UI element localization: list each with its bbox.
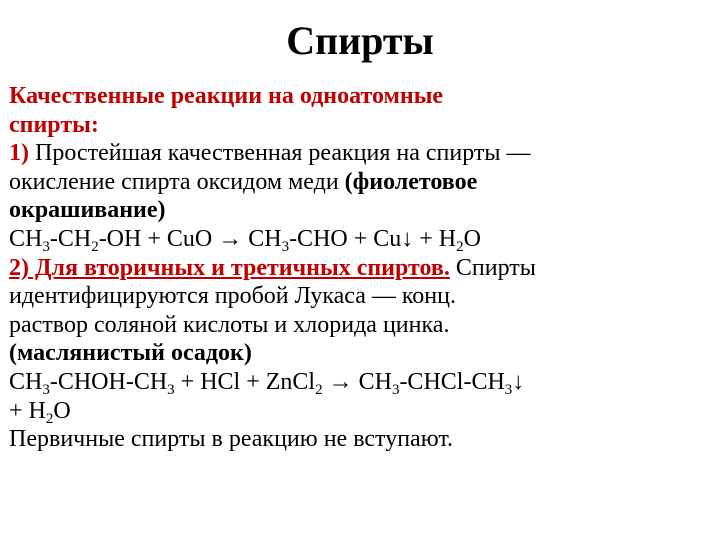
eq2-subscript: 2 [45, 410, 54, 427]
eq1-subscript: 2 [456, 238, 464, 255]
eq1-part: -CH [49, 225, 92, 252]
equation-2-line-1 [9, 368, 715, 397]
eq2-subscript: 3 [167, 381, 175, 398]
item-2-heading: 2) Для вторичных и третичных спиртов. [9, 254, 450, 281]
slide-content [9, 82, 715, 454]
eq2-part: -CHCl-CH [399, 368, 505, 395]
eq2-subscript: 3 [504, 381, 513, 398]
eq2-part: + HCl + ZnCl [174, 368, 316, 395]
item-1-line-2 [9, 168, 715, 197]
eq2-subscript: 3 [42, 381, 50, 398]
eq2-part: -CHOH-CH [49, 368, 168, 395]
item-1-number: 1) [9, 140, 29, 167]
item-2-result: (маслянистый осадок) [9, 340, 252, 367]
item-2-line-3: раствор соляной кислоты и хлорида цинка. [9, 311, 450, 338]
equation-2-line-2 [9, 397, 715, 426]
item-1-text-2: окисление спирта оксидом меди [9, 168, 345, 195]
item-2-line-1 [9, 254, 715, 283]
eq2-part: + H [9, 397, 46, 424]
eq1-subscript: 3 [42, 238, 50, 255]
eq2-subscript: 2 [315, 381, 323, 398]
eq1-part: CH [9, 225, 43, 252]
eq2-part: ↓ [512, 368, 525, 395]
item-1-text: Простейшая качественная реакция на спирты — [29, 140, 531, 167]
item-2-line-2: идентифицируются пробой Лукаса — конц. [9, 283, 456, 310]
eq2-part: O [53, 397, 71, 424]
eq2-part: → CH [322, 368, 392, 395]
eq1-part: -OH + CuO → CH [98, 225, 282, 252]
eq1-subscript: 2 [91, 238, 99, 255]
eq2-part: CH [9, 368, 43, 395]
section-heading-line-2: спирты: [9, 111, 99, 138]
section-heading-line-1: Качественные реакции на одноатомные [9, 83, 444, 109]
equation-1 [9, 225, 715, 254]
slide-title: Спирты [286, 18, 434, 63]
eq1-part: O [463, 225, 481, 252]
item-2-text: Спирты [449, 254, 536, 281]
item-1-line-1 [9, 139, 715, 168]
eq1-subscript: 3 [281, 238, 290, 255]
footer-note: Первичные спирты в реакцию не вступают. [9, 426, 453, 453]
eq2-subscript: 3 [391, 381, 400, 398]
item-1-result: (фиолетовое [344, 168, 478, 195]
item-1-line-3: окрашивание) [9, 197, 166, 224]
eq1-part: -CHO + Cu↓ + H [289, 225, 457, 252]
